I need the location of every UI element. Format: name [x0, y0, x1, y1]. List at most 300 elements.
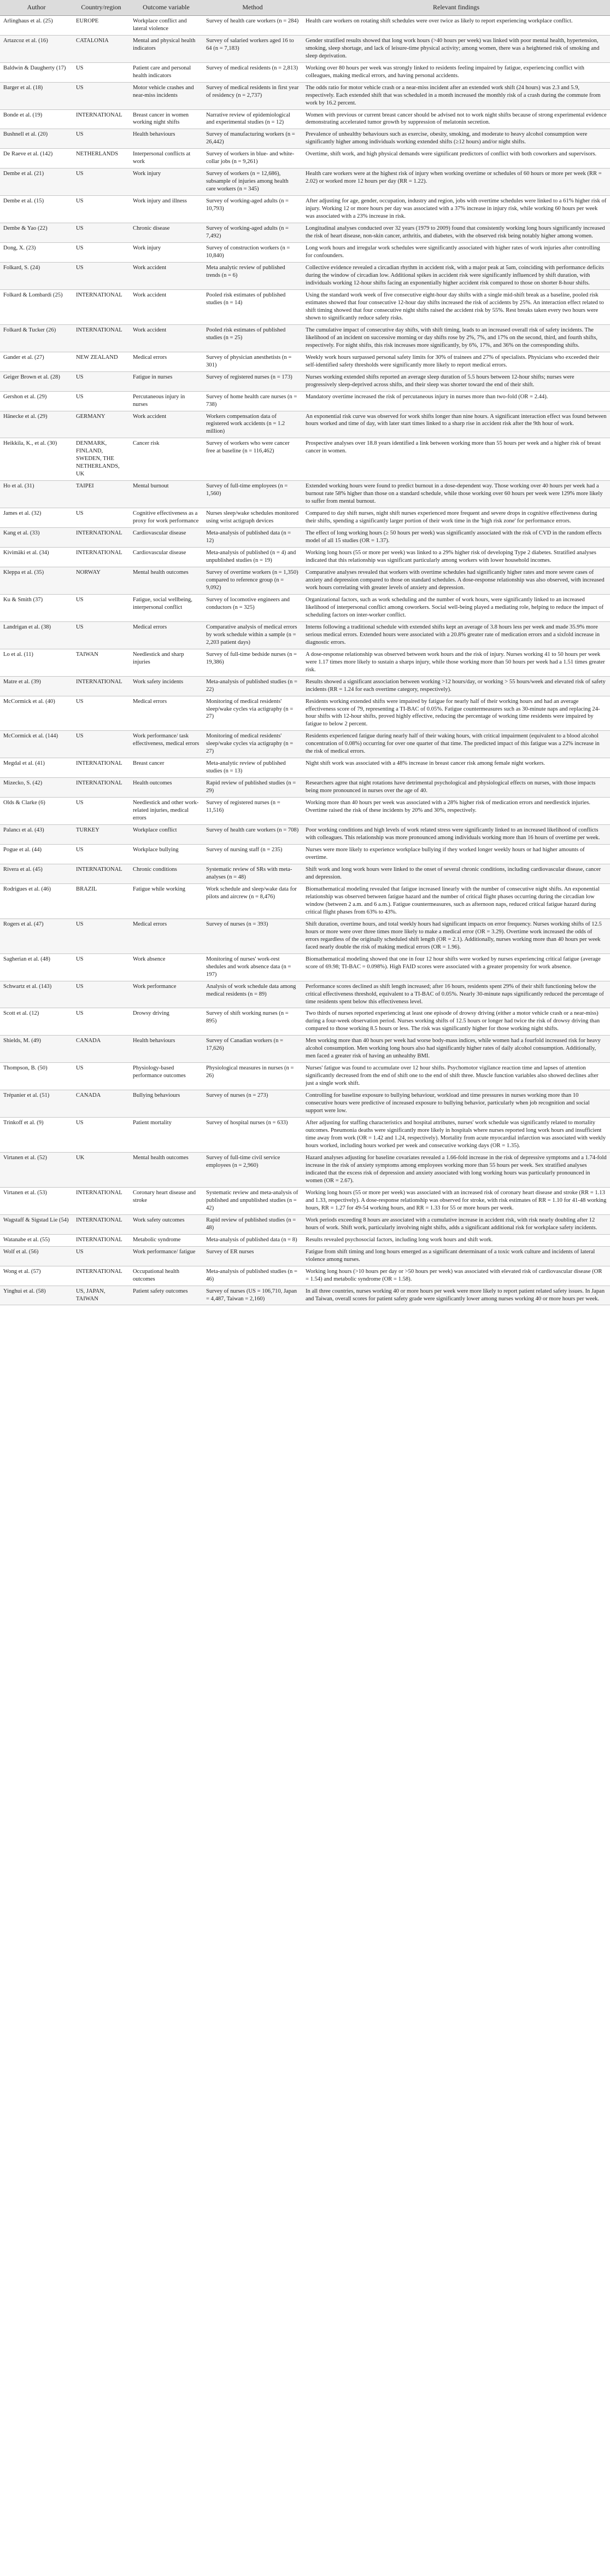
table-row: [0, 109, 610, 129]
findings-cell: Residents working extended shifts were impaired by fatigue for nearly half of their working hours and had an average effectiveness score of 79, representing a TI-BAC of 0.05%. Fatigue countermeasures such as 30-minute naps and replacing 24-hour shifts with 12-hour shifts, proved highly effective, reducing the percentage of working time residents were impaired by fatigue to below 2 percent.: [302, 696, 610, 731]
table-row: [0, 508, 610, 528]
country-cell: CANADA: [73, 1036, 130, 1063]
findings-cell: Mandatory overtime increased the risk of percutaneous injury in nurses more than two-fold (OR = 2.44).: [302, 391, 610, 411]
author-cell: Heikkila, K., et al. (30): [0, 438, 73, 481]
table-row: [0, 391, 610, 411]
outcome-cell: Work accident: [130, 324, 203, 352]
outcome-cell: Work performance/ fatigue: [130, 1246, 203, 1266]
findings-cell: Organizational factors, such as work scheduling and the number of work hours, were significantly linked to an increased likelihood of interpersonal conflict among coworkers. Social well-being played a mediating role, helping to reduce the impact of scheduling factors on inter-worker conflict.: [302, 594, 610, 621]
findings-cell: Residents experienced fatigue during nearly half of their waking hours, with critical impairment (equivalent to a blood alcohol concentration of 0.08%) occurring for over one quarter of that time. The predicted impact of this fatigue was a 22% increase in the risk of medical errors.: [302, 731, 610, 758]
outcome-cell: Medical errors: [130, 696, 203, 731]
outcome-cell: Chronic disease: [130, 223, 203, 243]
findings-cell: Comparative analyses revealed that workers with overtime schedules had significantly higher rates and more severe cases of anxiety and depression compared to those on standard schedules. A dose-response relationship was also observed, with increased work hours correlating with greater levels of anxiety and depression.: [302, 567, 610, 594]
country-cell: INTERNATIONAL: [73, 1266, 130, 1286]
author-cell: McCormick et al. (144): [0, 731, 73, 758]
table-row: [0, 62, 610, 82]
country-cell: INTERNATIONAL: [73, 778, 130, 798]
method-cell: Survey of working-aged adults (n = 10,793): [203, 196, 302, 223]
author-column-header: Author: [0, 0, 73, 15]
header-row: [0, 0, 610, 15]
author-cell: Palancı et al. (43): [0, 825, 73, 845]
findings-cell: Work periods exceeding 8 hours are associated with a cumulative increase in accident risk, with risk nearly doubling after 12 hours of work. Shift work, particularly involving night shifts, adds a significant additional risk for workplace safety incidents.: [302, 1214, 610, 1234]
outcome-column-header: Outcome variable: [130, 0, 203, 15]
findings-cell: Health care workers on rotating shift schedules were over twice as likely to report experiencing workplace conflict.: [302, 15, 610, 35]
country-cell: US: [73, 263, 130, 290]
outcome-cell: Patient care and personal health indicators: [130, 62, 203, 82]
method-cell: Systematic review of SRs with meta-analyses (n = 48): [203, 864, 302, 883]
author-cell: Trinkoff et al. (9): [0, 1118, 73, 1153]
author-cell: Pogue et al. (44): [0, 845, 73, 864]
outcome-cell: Medical errors: [130, 918, 203, 953]
outcome-cell: Health behaviours: [130, 1036, 203, 1063]
outcome-cell: Mental health outcomes: [130, 567, 203, 594]
country-cell: INTERNATIONAL: [73, 864, 130, 883]
table-row: [0, 864, 610, 883]
outcome-cell: Coronary heart disease and stroke: [130, 1187, 203, 1214]
country-cell: US: [73, 798, 130, 825]
findings-cell: Women with previous or current breast cancer should be advised not to work night shifts because of strong experimental evidence demonstrating accelerated tumor growth by suppression of melatonin secretion.: [302, 109, 610, 129]
country-cell: NORWAY: [73, 567, 130, 594]
method-cell: Pooled risk estimates of published studies (n = 25): [203, 324, 302, 352]
outcome-cell: Work injury and illness: [130, 196, 203, 223]
author-cell: Arlinghaus et al. (25): [0, 15, 73, 35]
author-cell: Rogers et al. (47): [0, 918, 73, 953]
outcome-cell: Mental health outcomes: [130, 1152, 203, 1187]
outcome-cell: Fatigue while working: [130, 883, 203, 918]
table-row: [0, 411, 610, 438]
table-row: [0, 82, 610, 109]
findings-cell: After adjusting for staffing characteristics and hospital attributes, nurses' work schedule was significantly related to mortality outcomes. Pneumonia deaths were significantly more likely in hospitals where nurses reported long work hours and insufficient time away from work (OR = 1.42 and 1.24, respectively). Mortality from acute myocardial infarction was associated with weekly hours worked, including hours worked per week and consecutive working days (OR = 1.35).: [302, 1118, 610, 1153]
country-cell: INTERNATIONAL: [73, 324, 130, 352]
method-cell: Meta analytic review of published trends (n = 6): [203, 263, 302, 290]
country-cell: INTERNATIONAL: [73, 109, 130, 129]
method-cell: Meta-analytic review of published studies (n = 13): [203, 758, 302, 778]
method-cell: Survey of hospital nurses (n = 633): [203, 1118, 302, 1153]
findings-cell: Longitudinal analyses conducted over 32 years (1979 to 2009) found that consistently working long hours significantly increased the risk of heart disease, non-skin cancer, arthritis, and diabetes, with the observed risk being notably higher among women.: [302, 223, 610, 243]
outcome-cell: Needlestick and other work-related injuries, medical errors: [130, 798, 203, 825]
outcome-cell: Motor vehicle crashes and near-miss incidents: [130, 82, 203, 109]
table-row: [0, 548, 610, 567]
country-cell: US: [73, 82, 130, 109]
table-row: [0, 1187, 610, 1214]
country-cell: CATALONIA: [73, 35, 130, 62]
findings-cell: Controlling for baseline exposure to bullying behaviour, workload and time pressures in nurses working more than 10 consecutive hours were predictive of increased exposure to bullying behavior, particularly when job recognition and social support were low.: [302, 1090, 610, 1118]
outcome-cell: Interpersonal conflicts at work: [130, 149, 203, 168]
author-cell: Landrigan et al. (38): [0, 621, 73, 649]
author-cell: Olds & Clarke (6): [0, 798, 73, 825]
country-cell: US: [73, 243, 130, 263]
outcome-cell: Work safety outcomes: [130, 1214, 203, 1234]
author-cell: Folkard & Tucker (26): [0, 324, 73, 352]
findings-cell: Night shift work was associated with a 48% increase in breast cancer risk among female night workers.: [302, 758, 610, 778]
author-cell: Shields, M. (49): [0, 1036, 73, 1063]
table-row: [0, 196, 610, 223]
outcome-cell: Breast cancer in women working night shifts: [130, 109, 203, 129]
method-cell: Survey of overtime workers (n = 1,350) compared to reference group (n = 9,092): [203, 567, 302, 594]
table-row: [0, 1152, 610, 1187]
outcome-cell: Patient mortality: [130, 1118, 203, 1153]
method-cell: Survey of working-aged adults (n = 7,492): [203, 223, 302, 243]
method-cell: Meta-analysis of published data (n = 12): [203, 528, 302, 548]
findings-cell: The cumulative impact of consecutive day shifts, with shift timing, leads to an increased overall risk of safety incidents. The likelihood of an incident on successive morning or day shifts rose by 2%, 7%, and 17% on the second, third, and fourth shifts, respectively. For night shifts, this risk increases more significantly, by 6%, 17%, and 36% on the corresponding shifts.: [302, 324, 610, 352]
method-cell: Work schedule and sleep/wake data for pilots and aircrew (n = 8,476): [203, 883, 302, 918]
table-row: [0, 35, 610, 62]
author-cell: Wong et al. (57): [0, 1266, 73, 1286]
findings-cell: Two thirds of nurses reported experiencing at least one episode of drowsy driving (either a motor vehicle crash or a near-miss) during a four-week observation period. Nurses working shifts of 12.5 hours or longer had twice the risk of drowsy driving than compared to those working 8.5 hours or less. The risk was significantly higher for those working night shifts.: [302, 1008, 610, 1036]
country-cell: US, JAPAN, TAIWAN: [73, 1286, 130, 1305]
method-cell: Rapid review of published studies (n = 29): [203, 778, 302, 798]
table-row: [0, 129, 610, 149]
findings-cell: Collective evidence revealed a circadian rhythm in accident risk, with a major peak at 5am, coinciding with performance deficits during the window of circadian low. Additional spikes in accident risk were significantly influenced by shift duration, with individuals working 12-hour shifts facing an exponentially higher accident risk compared to those on shorter 8-hour shifts.: [302, 263, 610, 290]
table-row: [0, 481, 610, 508]
table-body: [0, 15, 610, 1305]
table-row: [0, 649, 610, 676]
method-cell: Survey of health care workers (n = 284): [203, 15, 302, 35]
country-cell: US: [73, 129, 130, 149]
findings-cell: Gender stratified results showed that long work hours (>40 hours per week) was linked with poor mental health, hypertension, smoking, sleep shortage, and lack of leisure-time physical activity; among women, there was a heightened risk of smoking and sleep deprivation.: [302, 35, 610, 62]
table-row: [0, 845, 610, 864]
outcome-cell: Physiology-based performance outcomes: [130, 1063, 203, 1090]
author-cell: Artazcoz et al. (16): [0, 35, 73, 62]
findings-cell: The effect of long working hours (≥ 50 hours per week) was significantly associated with the risk of CVD in the random effects model of all 15 studies (OR = 1.37).: [302, 528, 610, 548]
author-cell: Yinghui et al. (58): [0, 1286, 73, 1305]
country-cell: INTERNATIONAL: [73, 289, 130, 324]
outcome-cell: Health outcomes: [130, 778, 203, 798]
table-row: [0, 1036, 610, 1063]
author-cell: Schwartz et al. (143): [0, 981, 73, 1008]
author-cell: Geiger Brown et al. (28): [0, 371, 73, 391]
findings-cell: Using the standard work week of five consecutive eight-hour day shifts with a single mid-shift break as a baseline, pooled risk estimates showed that four consecutive 12-hour day shifts increased the risk of accidents by 25%. An interaction effect related to shift timing showed that four consecutive night shifts raised the accident risk by 55%. Rest breaks taken every two hours were shown to significantly reduce safety risks.: [302, 289, 610, 324]
findings-cell: Hazard analyses adjusting for baseline covariates revealed a 1.66-fold increase in the risk of depressive symptoms and a 1.74-fold increase in the risk of anxiety symptoms among employees working more than 55 hours per week. Sex stratified analyses indicated that the excess risk of depression and anxiety associated with long working hours was particularly pronounced in women (OR = 2.67).: [302, 1152, 610, 1187]
method-cell: Survey of full-time civil service employees (n = 2,960): [203, 1152, 302, 1187]
table-row: [0, 1063, 610, 1090]
method-column-header: Method: [203, 0, 302, 15]
findings-cell: Working long hours (55 or more per week) was linked to a 29% higher risk of developing Type 2 diabetes. Stratified analyses indicated that this relationship was significant particularly among workers with lower household incomes.: [302, 548, 610, 567]
method-cell: Survey of locomotive engineers and conductors (n = 325): [203, 594, 302, 621]
findings-cell: The odds ratio for motor vehicle crash or a near-miss incident after an extended work shift (24 hours) was 2.3 and 5.9, respectively. Each extended shift that was scheduled in a month increased the monthly risk of a crash during the commute from work by 16.2 percent.: [302, 82, 610, 109]
country-cell: INTERNATIONAL: [73, 528, 130, 548]
author-cell: Bonde et al. (19): [0, 109, 73, 129]
author-cell: Megdal et al. (41): [0, 758, 73, 778]
method-cell: Survey of nurses (n = 393): [203, 918, 302, 953]
author-cell: Rivera et al. (45): [0, 864, 73, 883]
country-cell: US: [73, 1118, 130, 1153]
findings-cell: Overtime, shift work, and high physical demands were significant predictors of conflict with both coworkers and supervisors.: [302, 149, 610, 168]
country-cell: EUROPE: [73, 15, 130, 35]
table-row: [0, 15, 610, 35]
method-cell: Narrative review of epidemiological and experimental studies (n = 12): [203, 109, 302, 129]
method-cell: Survey of medical residents (n = 2,813): [203, 62, 302, 82]
country-column-header: Country/region: [73, 0, 130, 15]
author-cell: Wolf et al. (56): [0, 1246, 73, 1266]
table-row: [0, 778, 610, 798]
country-cell: US: [73, 1246, 130, 1266]
findings-cell: Nurses' fatigue was found to accumulate over 12 hour shifts. Psychomotor vigilance reaction time and lapses of attention significantly decreased from the end of shift one to the end of shift three. Muscle function variables also showed declines after just a single work shift.: [302, 1063, 610, 1090]
findings-cell: Results showed a significant association between working >12 hours/day, or working > 55 hours/week and elevated risk of safety incidents (RR = 1.24 for each overtime category, respectively).: [302, 676, 610, 696]
method-cell: Survey of home health care nurses (n = 738): [203, 391, 302, 411]
table-row: [0, 1266, 610, 1286]
outcome-cell: Fatigue, social wellbeing, interpersonal conflict: [130, 594, 203, 621]
method-cell: Survey of physician anesthetists (n = 301): [203, 352, 302, 371]
table-row: [0, 1118, 610, 1153]
method-cell: Meta-analysis of published studies (n = 46): [203, 1266, 302, 1286]
method-cell: Monitoring of nurses' work-rest shedules and work absence data (n = 197): [203, 953, 302, 981]
table-row: [0, 1234, 610, 1246]
method-cell: Meta-analysis of published studies (n = 22): [203, 676, 302, 696]
method-cell: Survey of workers who were cancer free at baseline (n = 116,462): [203, 438, 302, 481]
country-cell: US: [73, 1008, 130, 1036]
outcome-cell: Needlestick and sharp injuries: [130, 649, 203, 676]
country-cell: US: [73, 981, 130, 1008]
method-cell: Survey of construction workers (n = 10,840): [203, 243, 302, 263]
table-row: [0, 223, 610, 243]
country-cell: INTERNATIONAL: [73, 676, 130, 696]
method-cell: Workers compensation data of registered work accidents (n = 1.2 million): [203, 411, 302, 438]
findings-cell: Compared to day shift nurses, night shift nurses experienced more frequent and severe drops in cognitive effectiveness during their shifts, spending a significantly larger portion of their work time in the 'high risk zone' for performance errors.: [302, 508, 610, 528]
outcome-cell: Mental burnout: [130, 481, 203, 508]
findings-cell: A dose-response relationship was observed between work hours and the risk of injury. Nurses working 41 to 50 hours per week were 1.17 times more likely to sustain a sharps injury, while those working more than 50 hours per week had a 1.51 times greater risk.: [302, 649, 610, 676]
author-cell: Hänecke et al. (29): [0, 411, 73, 438]
country-cell: UK: [73, 1152, 130, 1187]
author-cell: Dembe & Yao (22): [0, 223, 73, 243]
findings-cell: Working over 80 hours per week was strongly linked to residents feeling impaired by fatigue, experiencing conflict with colleagues, making medical errors, and having personal accidents.: [302, 62, 610, 82]
outcome-cell: Chronic conditions: [130, 864, 203, 883]
country-cell: BRAZIL: [73, 883, 130, 918]
method-cell: Survey of workers in blue- and white-collar jobs (n = 9,261): [203, 149, 302, 168]
country-cell: US: [73, 731, 130, 758]
outcome-cell: Medical errors: [130, 621, 203, 649]
country-cell: US: [73, 62, 130, 82]
findings-cell: Results revealed psychosocial factors, including long work hours and shift work.: [302, 1234, 610, 1246]
outcome-cell: Workplace bullying: [130, 845, 203, 864]
method-cell: Survey of workers (n = 12,686), subsample of injuries among health care workers (n = 345): [203, 168, 302, 196]
table-row: [0, 953, 610, 981]
method-cell: Survey of nurses (US = 106,710, Japan = 4,487, Taiwan = 2,160): [203, 1286, 302, 1305]
outcome-cell: Cardiovascular disease: [130, 528, 203, 548]
outcome-cell: Work injury: [130, 168, 203, 196]
country-cell: INTERNATIONAL: [73, 1234, 130, 1246]
author-cell: Folkard, S. (24): [0, 263, 73, 290]
author-cell: Mizecko, S. (42): [0, 778, 73, 798]
table-row: [0, 1214, 610, 1234]
author-cell: Lo et al. (11): [0, 649, 73, 676]
table-row: [0, 676, 610, 696]
findings-cell: Men working more than 40 hours per week had worse body-mass indices, while women had a fourfold increased risk for heavy alcohol consumption. Men working long hours also had significantly higher rates of daily alcohol consumption. Additionally, men faced a greater risk of having an unhealthy BMI.: [302, 1036, 610, 1063]
method-cell: Analysis of work schedule data among medical residents (n = 89): [203, 981, 302, 1008]
table-row: [0, 825, 610, 845]
method-cell: Survey of health care workers (n = 708): [203, 825, 302, 845]
author-cell: Bushnell et al. (20): [0, 129, 73, 149]
table-row: [0, 263, 610, 290]
outcome-cell: Breast cancer: [130, 758, 203, 778]
table-row: [0, 981, 610, 1008]
author-cell: Barger et al. (18): [0, 82, 73, 109]
country-cell: CANADA: [73, 1090, 130, 1118]
outcome-cell: Percutaneous injury in nurses: [130, 391, 203, 411]
method-cell: Monitoring of medical residents' sleep/wake cycles via actigraphy (n = 27): [203, 696, 302, 731]
country-cell: US: [73, 845, 130, 864]
findings-cell: Nurses working extended shifts reported an average sleep duration of 5.5 hours between 12-hour shifts; nurses were progressively sleep-deprived across shifts, and their sleep was shorter toward the end of their shift.: [302, 371, 610, 391]
table-row: [0, 352, 610, 371]
method-cell: Pooled risk estimates of published studies (n = 14): [203, 289, 302, 324]
author-cell: Ku & Smith (37): [0, 594, 73, 621]
table-row: [0, 621, 610, 649]
outcome-cell: Work absence: [130, 953, 203, 981]
table-row: [0, 594, 610, 621]
table-row: [0, 918, 610, 953]
method-cell: Survey of registered nurses (n = 173): [203, 371, 302, 391]
table-row: [0, 1286, 610, 1305]
findings-cell: Prevalence of unhealthy behaviours such as exercise, obesity, smoking, and moderate to heavy alcohol consumption were significantly higher among individuals working extended shifts (≥12 hours) and/or night shifts.: [302, 129, 610, 149]
country-cell: NEW ZEALAND: [73, 352, 130, 371]
author-cell: Baldwin & Daugherty (17): [0, 62, 73, 82]
method-cell: Nurses sleep/wake schedules monitored using wrist actigraph devices: [203, 508, 302, 528]
author-cell: Trépanier et al. (51): [0, 1090, 73, 1118]
author-cell: Thompson, B. (50): [0, 1063, 73, 1090]
author-cell: Sagherian et al. (48): [0, 953, 73, 981]
country-cell: DENMARK, FINLAND, SWEDEN, THE NETHERLANDS, UK: [73, 438, 130, 481]
method-cell: Monitoring of medical residents' sleep/wake cycles via actigraphy (n = 27): [203, 731, 302, 758]
country-cell: INTERNATIONAL: [73, 1187, 130, 1214]
outcome-cell: Work accident: [130, 411, 203, 438]
method-cell: Survey of full-time bedside nurses (n = 19,386): [203, 649, 302, 676]
table-header: [0, 0, 610, 15]
findings-cell: Health care workers were at the highest risk of injury when working overtime or schedules of 60 hours or more per week (RR = 2.02) or worked more 12 hours per day (RR = 1.22).: [302, 168, 610, 196]
author-cell: Matre et al. (39): [0, 676, 73, 696]
country-cell: US: [73, 1063, 130, 1090]
country-cell: US: [73, 168, 130, 196]
country-cell: US: [73, 371, 130, 391]
country-cell: NETHERLANDS: [73, 149, 130, 168]
findings-cell: Extended working hours were found to predict burnout in a dose-dependent way. Those working over 40 hours per week had a burnout rate 58% higher than those on a standard schedule, while those working over 60 hours per week were 129% more likely to suffer from mental burnout.: [302, 481, 610, 508]
findings-cell: An exponential risk curve was observed for work shifts longer than nine hours. A significant interaction effect was found between hours worked and time of day, with later start times linked to a sharp rise in accident risk after the 9th hour of work.: [302, 411, 610, 438]
method-cell: Systematic review and meta-analysis of published and unpublished studies (n = 42): [203, 1187, 302, 1214]
table-row: [0, 798, 610, 825]
author-cell: Dong, X. (23): [0, 243, 73, 263]
findings-cell: In all three countries, nurses working 40 or more hours per week were more likely to report patient related safety issues. In Japan and Taiwan, overall scores for patient safety grade were significantly lower among nurses working 40 or more hours per week.: [302, 1286, 610, 1305]
author-cell: Dembe et al. (15): [0, 196, 73, 223]
country-cell: TAIWAN: [73, 649, 130, 676]
country-cell: US: [73, 223, 130, 243]
findings-cell: Biomathematical modeling showed that one in four 12 hour shifts were worked by nurses experiencing critical fatigue (average score of 69.98; TI-BAC = 0.098%). High FAID scores were associated with a greater propensity for work absence.: [302, 953, 610, 981]
findings-cell: Performance scores declined as shift length increased; after 16 hours, residents spent 29% of their shift functioning below the critical effectiveness threshold, equivalent to a TI-BAC of 0.05%. Nearly 30-minute naps significantly reduced the percentage of time residents spent below this effectiveness level.: [302, 981, 610, 1008]
method-cell: Survey of shift working nurses (n = 895): [203, 1008, 302, 1036]
country-cell: GERMANY: [73, 411, 130, 438]
author-cell: Watanabe et al. (55): [0, 1234, 73, 1246]
author-cell: Scott et al. (12): [0, 1008, 73, 1036]
author-cell: Virtanen et al. (53): [0, 1187, 73, 1214]
findings-cell: Biomathematical modeling revealed that fatigue increased linearly with the number of consecutive night shifts. An exponential relationship was observed between fatigue hazard and the number of critical flight phases occurring during the circadian low window (between 2 a.m. and 6 a.m.). Fatigue countermeasures, such as afternoon naps, reduced critical fatigue hazard during critical flight phases from 63% to 43%.: [302, 883, 610, 918]
method-cell: Survey of registered nurses (n = 11,516): [203, 798, 302, 825]
method-cell: Physiological measures in nurses (n = 26): [203, 1063, 302, 1090]
country-cell: INTERNATIONAL: [73, 758, 130, 778]
table-row: [0, 567, 610, 594]
outcome-cell: Patient safety outcomes: [130, 1286, 203, 1305]
author-cell: Ho et al. (31): [0, 481, 73, 508]
table-row: [0, 168, 610, 196]
country-cell: US: [73, 621, 130, 649]
method-cell: Survey of nursing staff (n = 235): [203, 845, 302, 864]
country-cell: US: [73, 696, 130, 731]
table-row: [0, 243, 610, 263]
country-cell: US: [73, 508, 130, 528]
findings-cell: Working long hours (55 or more per week) was associated with an increased risk of coronary heart disease and stroke (RR = 1.13 and 1.33, respectively). A dose-response relationship was observed for stroke, with risk estimates of RR = 1.10 for 41-48 working hours, RR = 1.27 for 49-54 working hours, and RR = 1.33 for 55 or more hours per week.: [302, 1187, 610, 1214]
country-cell: US: [73, 391, 130, 411]
table-row: [0, 1246, 610, 1266]
outcome-cell: Medical errors: [130, 352, 203, 371]
findings-cell: Working more than 40 hours per week was associated with a 28% higher risk of medication errors and needlestick injuries. Overtime raised the risk of these incidents by 20% and 30%, respectively.: [302, 798, 610, 825]
author-cell: Kleppa et al. (35): [0, 567, 73, 594]
method-cell: Rapid review of published studies (n = 48): [203, 1214, 302, 1234]
outcome-cell: Mental and physical health indicators: [130, 35, 203, 62]
method-cell: Survey of ER nurses: [203, 1246, 302, 1266]
author-cell: James et al. (32): [0, 508, 73, 528]
findings-cell: Shift duration, overtime hours, and total weekly hours had significant impacts on error frequency. Nurses working shifts of 12.5 hours or more were over three times more likely to make a medical error (OR = 3.29). Overtime work increased the odds of errors regardless of the originally scheduled shift length (OR = 2.1). Additionally, nurses working more than 40 hours per week faced nearly double the risk of making medical errors (OR = 1.96).: [302, 918, 610, 953]
author-cell: Gander et al. (27): [0, 352, 73, 371]
outcome-cell: Work performance: [130, 981, 203, 1008]
author-cell: Rodrigues et al. (46): [0, 883, 73, 918]
country-cell: INTERNATIONAL: [73, 1214, 130, 1234]
findings-cell: Researchers agree that night rotations have detrimental psychological and physiological effects on nurses, with those impacts being more pronounced in nurses over the age of 40.: [302, 778, 610, 798]
author-cell: Virtanen et al. (52): [0, 1152, 73, 1187]
outcome-cell: Fatigue in nurses: [130, 371, 203, 391]
method-cell: Meta-analysis of published data (n = 8): [203, 1234, 302, 1246]
table-row: [0, 438, 610, 481]
findings-cell: Poor working conditions and high levels of work related stress were significantly linked to an increased likelihood of conflicts with colleagues. This relationship was more pronounced among individuals working more than 16 hours of overtime per week.: [302, 825, 610, 845]
table-row: [0, 371, 610, 391]
outcome-cell: Metabolic syndrome: [130, 1234, 203, 1246]
country-cell: US: [73, 594, 130, 621]
table-row: [0, 883, 610, 918]
outcome-cell: Occupational health outcomes: [130, 1266, 203, 1286]
table-row: [0, 731, 610, 758]
findings-cell: Long work hours and irregular work schedules were significantly associated with higher rates of work injuries after controlling for confounders.: [302, 243, 610, 263]
findings-cell: Interns following a traditional schedule with extended shifts kept an average of 3.8 hours less per week and made 35.9% more serious medical errors. Extended hours were associated with a 20.8% greater rate of medication errors and a sixfold increase in diagnostic errors.: [302, 621, 610, 649]
outcome-cell: Workplace conflict and lateral violence: [130, 15, 203, 35]
table-row: [0, 758, 610, 778]
table-row: [0, 528, 610, 548]
outcome-cell: Cognitive effectiveness as a proxy for work performance: [130, 508, 203, 528]
method-cell: Survey of Canadian workers (n = 17,626): [203, 1036, 302, 1063]
method-cell: Survey of nurses (n = 273): [203, 1090, 302, 1118]
country-cell: TURKEY: [73, 825, 130, 845]
findings-cell: Nurses were more likely to experience workplace bullying if they worked longer weekly hours or had higher amounts of overtime.: [302, 845, 610, 864]
outcome-cell: Work performance/ task effectiveness, medical errors: [130, 731, 203, 758]
outcome-cell: Cardiovascular disease: [130, 548, 203, 567]
findings-cell: Prospective analyses over 18.8 years identified a link between working more than 55 hours per week and a higher risk of breast cancer in women.: [302, 438, 610, 481]
author-cell: Gershon et al. (29): [0, 391, 73, 411]
findings-cell: Working long hours (>10 hours per day or >50 hours per week) was associated with elevated risk of cardiovascular disease (OR = 1.54) and metabolic syndrome (OR = 1.58).: [302, 1266, 610, 1286]
outcome-cell: Work accident: [130, 263, 203, 290]
table-row: [0, 149, 610, 168]
table-row: [0, 696, 610, 731]
outcome-cell: Drowsy driving: [130, 1008, 203, 1036]
author-cell: Kivimäki et al. (34): [0, 548, 73, 567]
country-cell: US: [73, 953, 130, 981]
table-row: [0, 1008, 610, 1036]
table-row: [0, 324, 610, 352]
outcome-cell: Workplace conflict: [130, 825, 203, 845]
method-cell: Meta-analysis of published (n = 4) and unpublished studies (n = 19): [203, 548, 302, 567]
outcome-cell: Bullying behaviours: [130, 1090, 203, 1118]
author-cell: Dembe et al. (21): [0, 168, 73, 196]
method-cell: Survey of full-time employees (n = 1,560): [203, 481, 302, 508]
outcome-cell: Work safety incidents: [130, 676, 203, 696]
author-cell: Wagstaff & Sigstad Lie (54): [0, 1214, 73, 1234]
outcome-cell: Work injury: [130, 243, 203, 263]
outcome-cell: Cancer risk: [130, 438, 203, 481]
country-cell: US: [73, 196, 130, 223]
